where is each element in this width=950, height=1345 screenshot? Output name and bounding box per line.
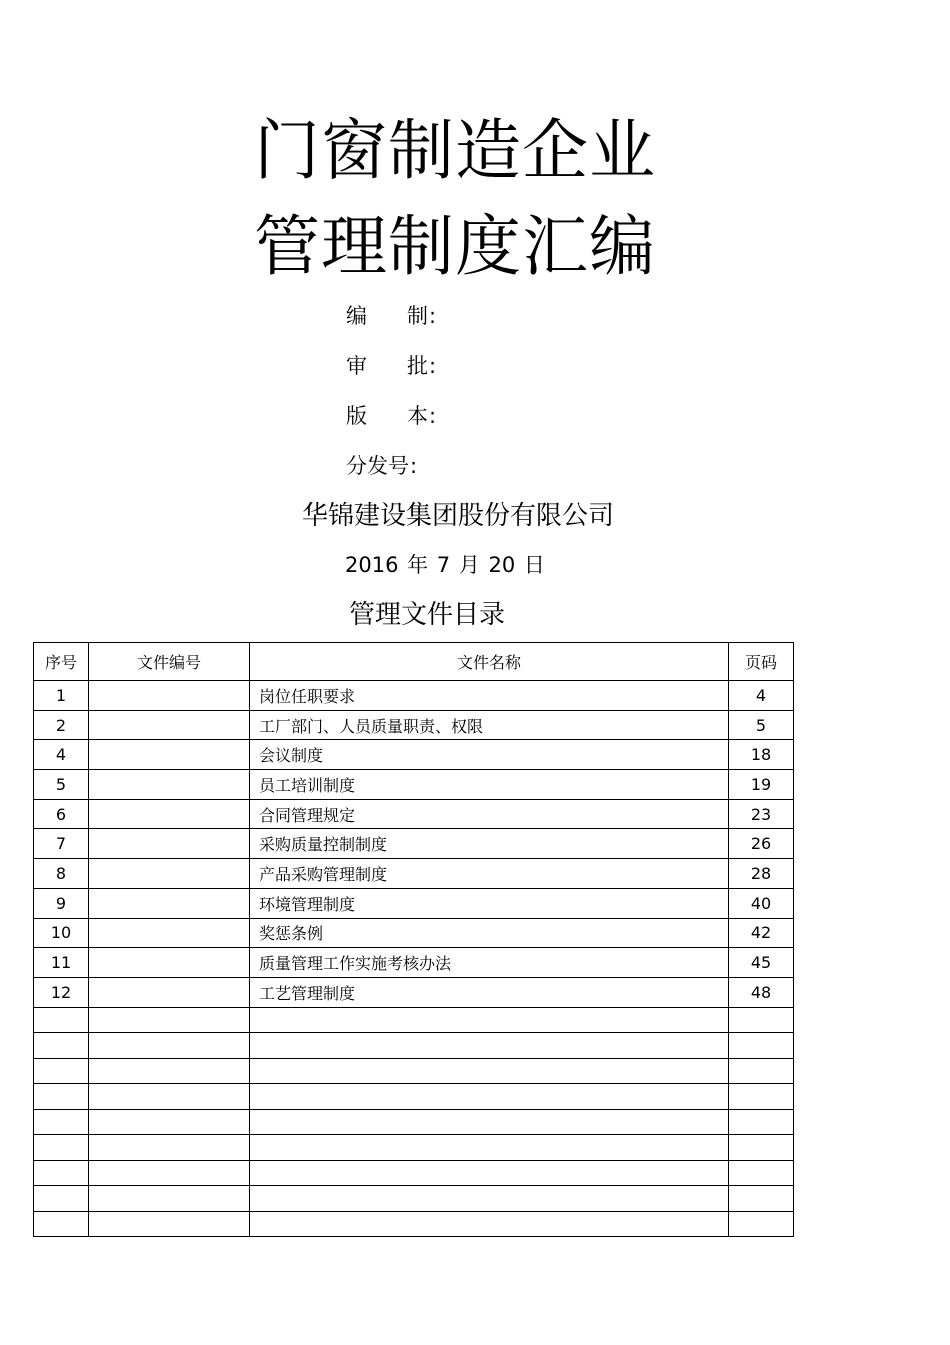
cell-file-code: [89, 918, 250, 948]
cell-file-name: 环境管理制度: [250, 888, 729, 918]
table-row: [34, 710, 794, 740]
cell-file-name: [250, 1135, 729, 1161]
cell-index: [34, 1033, 89, 1059]
cell-page: [729, 1160, 794, 1186]
cell-index: [34, 1084, 89, 1110]
cell-page: [729, 1186, 794, 1212]
cell-page: [729, 1058, 794, 1084]
table-row-empty: [34, 1160, 794, 1186]
cell-file-name: 会议制度: [250, 740, 729, 770]
toc-title: 管理文件目录: [349, 600, 506, 630]
table-row: [34, 829, 794, 859]
cell-file-code: [89, 770, 250, 800]
cell-index: 10: [34, 918, 89, 948]
field-approver: [346, 356, 436, 377]
cell-file-code: [89, 1211, 250, 1237]
table-row-empty: [34, 1186, 794, 1212]
cell-file-code: [89, 1109, 250, 1135]
cell-file-code: [89, 1007, 250, 1033]
cell-index: [34, 1007, 89, 1033]
table-row-empty: [34, 1007, 794, 1033]
document-title-line2: 管理制度汇编: [254, 208, 656, 285]
cell-file-name: 合同管理规定: [250, 799, 729, 829]
cell-index: 12: [34, 977, 89, 1007]
cell-index: 4: [34, 740, 89, 770]
cell-page: 18: [729, 740, 794, 770]
table-row: [34, 977, 794, 1007]
cell-file-code: [89, 1160, 250, 1186]
field-distribution-number: [346, 456, 417, 477]
cell-file-name: [250, 1033, 729, 1059]
cell-index: 9: [34, 888, 89, 918]
cell-file-code: [89, 888, 250, 918]
cell-file-code: [89, 1058, 250, 1084]
cell-page: 19: [729, 770, 794, 800]
field-version-colon: :: [429, 404, 437, 428]
table-row-empty: [34, 1109, 794, 1135]
field-distribution-number-colon: :: [410, 454, 418, 478]
field-version-label: 版本: [346, 404, 428, 428]
header-index: 序号: [34, 643, 89, 681]
cell-index: 6: [34, 799, 89, 829]
cell-file-code: [89, 1033, 250, 1059]
toc-header-row: [34, 643, 794, 681]
cell-file-code: [89, 1084, 250, 1110]
cell-page: [729, 1109, 794, 1135]
table-row-empty: [34, 1084, 794, 1110]
cell-page: 42: [729, 918, 794, 948]
cell-page: 5: [729, 710, 794, 740]
field-approver-label: 审批: [346, 354, 428, 378]
cell-page: 4: [729, 681, 794, 711]
cell-page: [729, 1007, 794, 1033]
cell-file-code: [89, 681, 250, 711]
cell-index: 1: [34, 681, 89, 711]
cell-index: [34, 1160, 89, 1186]
cell-index: [34, 1186, 89, 1212]
table-row: [34, 948, 794, 978]
table-row: [34, 859, 794, 889]
toc-body: [34, 681, 794, 1237]
cell-file-code: [89, 1135, 250, 1161]
document-date: 2016 年 7 月 20 日: [345, 553, 545, 577]
header-page: 页码: [729, 643, 794, 681]
cell-file-code: [89, 799, 250, 829]
cell-index: 11: [34, 948, 89, 978]
cell-file-code: [89, 710, 250, 740]
field-distribution-number-label: 分发号: [346, 454, 409, 478]
table-row-empty: [34, 1135, 794, 1161]
cell-index: [34, 1058, 89, 1084]
cell-page: [729, 1211, 794, 1237]
cell-file-name: 质量管理工作实施考核办法: [250, 948, 729, 978]
cell-file-code: [89, 948, 250, 978]
cell-file-name: [250, 1109, 729, 1135]
cell-file-code: [89, 977, 250, 1007]
cell-index: [34, 1135, 89, 1161]
field-compiler: [346, 306, 436, 327]
field-compiler-label: 编制: [346, 304, 428, 328]
cell-file-code: [89, 1186, 250, 1212]
cell-page: [729, 1084, 794, 1110]
table-row-empty: [34, 1058, 794, 1084]
field-compiler-colon: :: [429, 304, 437, 328]
company-name: 华锦建设集团股份有限公司: [301, 501, 614, 531]
cell-file-name: [250, 1211, 729, 1237]
cell-index: 8: [34, 859, 89, 889]
cell-file-name: 员工培训制度: [250, 770, 729, 800]
table-row: [34, 681, 794, 711]
cell-file-name: 采购质量控制制度: [250, 829, 729, 859]
cell-index: 7: [34, 829, 89, 859]
table-row: [34, 770, 794, 800]
cell-file-name: 工厂部门、人员质量职责、权限: [250, 710, 729, 740]
cell-page: [729, 1033, 794, 1059]
cell-page: 40: [729, 888, 794, 918]
cell-page: 23: [729, 799, 794, 829]
field-approver-colon: :: [429, 354, 437, 378]
cell-file-name: [250, 1186, 729, 1212]
cell-file-name: [250, 1007, 729, 1033]
cell-file-code: [89, 859, 250, 889]
cell-file-name: 产品采购管理制度: [250, 859, 729, 889]
toc-table: [33, 642, 794, 1237]
cell-file-name: [250, 1160, 729, 1186]
header-file-code: 文件编号: [89, 643, 250, 681]
cell-page: 28: [729, 859, 794, 889]
cell-file-name: [250, 1058, 729, 1084]
cell-index: [34, 1211, 89, 1237]
table-row: [34, 888, 794, 918]
cell-page: 45: [729, 948, 794, 978]
table-row: [34, 740, 794, 770]
cell-page: 26: [729, 829, 794, 859]
cell-file-name: 工艺管理制度: [250, 977, 729, 1007]
table-row: [34, 799, 794, 829]
cell-index: 5: [34, 770, 89, 800]
cell-file-name: 奖惩条例: [250, 918, 729, 948]
field-version: [346, 406, 436, 427]
cell-file-code: [89, 740, 250, 770]
cell-index: 2: [34, 710, 89, 740]
cell-file-name: 岗位任职要求: [250, 681, 729, 711]
table-row-empty: [34, 1211, 794, 1237]
document-title-line1: 门窗制造企业: [254, 112, 656, 189]
table-row-empty: [34, 1033, 794, 1059]
cell-page: [729, 1135, 794, 1161]
cell-page: 48: [729, 977, 794, 1007]
cell-file-code: [89, 829, 250, 859]
cell-index: [34, 1109, 89, 1135]
header-file-name: 文件名称: [250, 643, 729, 681]
table-row: [34, 918, 794, 948]
cell-file-name: [250, 1084, 729, 1110]
